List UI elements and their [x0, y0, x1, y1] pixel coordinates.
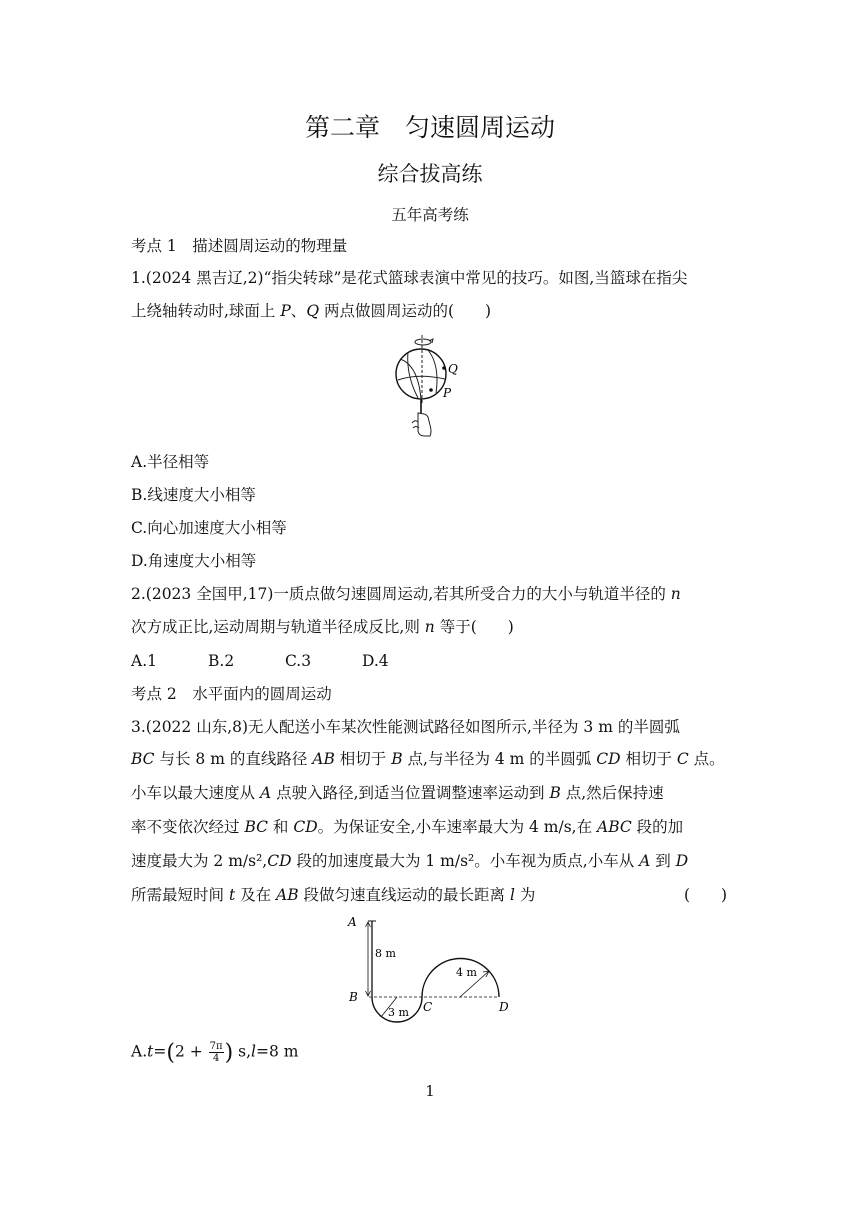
q2-option-d: D.4 — [362, 652, 389, 670]
q1-line-2: 上绕轴转动时,球面上 P、Q 两点做圆周运动的( ) — [131, 302, 492, 320]
q3-answer-paren: ( ) — [684, 886, 728, 904]
q3-line-6: 所需最短时间 t 及在 AB 段做匀速直线运动的最长距离 l 为 — [131, 886, 536, 904]
label-a: A — [348, 915, 357, 929]
q2-options — [131, 651, 439, 671]
q1-option-d: D.角速度大小相等 — [131, 552, 257, 570]
label-p: P — [443, 386, 452, 400]
fraction-7pi-over-4: $\frac{7\pi}{4}$ — [209, 1041, 223, 1064]
q2-option-b: B.2 — [208, 652, 235, 670]
chapter-title: 第二章 匀速圆周运动 — [304, 113, 555, 142]
label-c: C — [423, 1000, 433, 1014]
radius-cd-label: 4 m — [456, 966, 477, 979]
q2-option-a: A.1 — [131, 652, 157, 670]
q3-line-4: 率不变依次经过 BC 和 CD。为保证安全,小车速率最大为 4 m/s,在 ABC 段的加 — [131, 818, 684, 836]
q3-line-2: BC 与长 8 m 的直线路径 AB 相切于 B 点,与半径为 4 m 的半圆弧 CD 相切于 C 点。 — [131, 750, 725, 768]
q3-line-1: 3.(2022 山东,8)无人配送小车某次性能测试路径如图所示,半径为 3 m 的半圆弧 — [131, 718, 680, 736]
q3-option-a: A.t=(2 + $\frac{7\pi}{4}$ ) s,l=8 m — [131, 1040, 299, 1066]
label-d: D — [499, 1000, 509, 1014]
q2-line-1: 2.(2023 全国甲,17)一质点做匀速圆周运动,若其所受合力的大小与轨道半径的 n — [131, 585, 681, 603]
q1-option-a: A.半径相等 — [131, 453, 210, 471]
q3-line-3: 小车以最大速度从 A 点驶入路径,到适当位置调整速率运动到 B 点,然后保持速 — [131, 784, 664, 802]
car-path-figure — [345, 913, 520, 1028]
q3-line-5: 速度最大为 2 m/s²,CD 段的加速度最大为 1 m/s²。小车视为质点,小车从 A 到 D — [131, 852, 689, 870]
page-number: 1 — [425, 1082, 435, 1100]
q1-line-1: 1.(2024 黑吉辽,2)“指尖转球”是花式篮球表演中常见的技巧。如图,当篮球在指尖 — [131, 269, 688, 287]
page-subtitle: 综合拔高练 — [377, 162, 483, 186]
q1-option-c: C.向心加速度大小相等 — [131, 519, 287, 537]
q2-line-2: 次方成正比,运动周期与轨道半径成反比,则 n 等于( ) — [131, 618, 514, 636]
topic-1-heading: 考点 1 描述圆周运动的物理量 — [131, 237, 348, 255]
q1-option-b: B.线速度大小相等 — [131, 486, 256, 504]
label-b: B — [349, 990, 358, 1004]
length-ab-label: 8 m — [375, 947, 396, 960]
spinning-basketball-figure — [388, 335, 468, 440]
topic-2-heading: 考点 2 水平面内的圆周运动 — [131, 685, 332, 703]
label-q: Q — [448, 362, 458, 376]
section-heading: 五年高考练 — [391, 206, 469, 224]
radius-bc-label: 3 m — [388, 1006, 409, 1019]
q2-option-c: C.3 — [285, 652, 312, 670]
